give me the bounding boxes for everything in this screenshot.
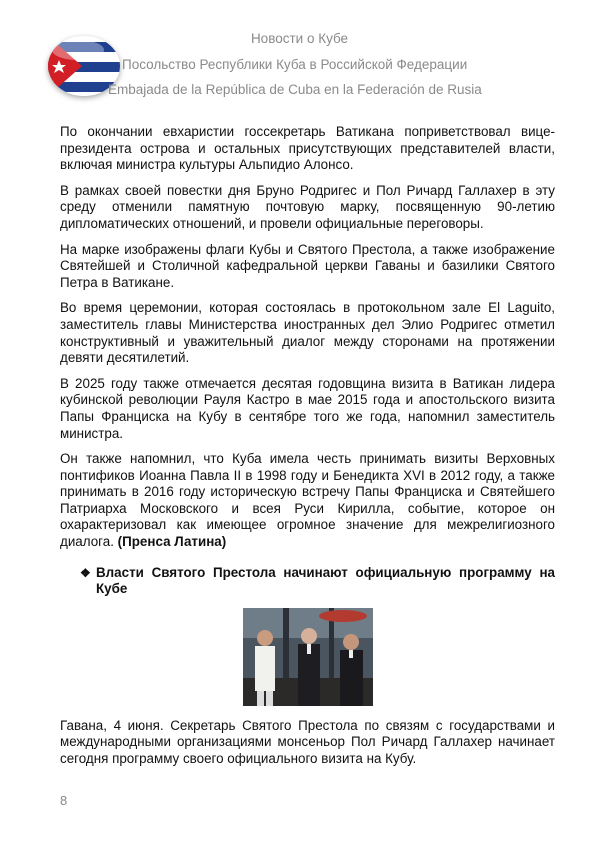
section-heading [80, 565, 555, 598]
header-embassy-ru: Посольство Республики Куба в Российской Федерации [122, 57, 468, 72]
header-embassy-es: Embajada de la República de Cuba en la Federación de Rusia [108, 82, 482, 97]
paragraph: Во время церемонии, которая состоялась в протокольном зале El Laguito, заместитель главы Министерства иностранных дел Элио Родригес отметил конструктивный и уважительный диалог между сторонами на протяжении девяти десятилетий. [60, 300, 555, 366]
page-number: 8 [60, 793, 68, 808]
paragraph: На марке изображены флаги Кубы и Святого Престола, а также изображение Святейшей и Столичной кафедральной церкви Гаваны и базилики Святого Петра в Ватикане. [60, 241, 555, 290]
news-photo [243, 608, 373, 706]
header-title: Новости о Кубе [250, 31, 349, 46]
paragraph: По окончании евхаристии госсекретарь Ватикана поприветствовал вице-президента острова и остальных присутствующих представителей власти, включая министра культуры Альпидио Алонсо. [60, 124, 555, 173]
paragraph-with-source [60, 451, 555, 551]
page-header [0, 0, 599, 110]
diamond-bullet-icon: ❖ [80, 565, 91, 580]
article-body [60, 124, 555, 777]
paragraph: В 2025 году также отмечается десятая годовщина визита в Ватикан лидера кубинской революции Рауля Кастро в мае 2015 года и апостольского визита Папы Франциска на Кубу в сентябре того же года, напомнил заместитель министра. [60, 375, 555, 441]
section-title: Власти Святого Престола начинают официальную программу на Кубе [96, 564, 555, 597]
source-credit: (Пренса Латина) [117, 534, 227, 550]
paragraph: В рамках своей повестки дня Бруно Родригес и Пол Ричард Галлахер в эту среду отменили памятную почтовую марку, посвященную 90-летию дипломатических отношений, и провели официальные переговоры. [60, 182, 555, 231]
section-paragraph: Гавана, 4 июня. Секретарь Святого Престола по связям с государствами и международными организациями монсеньор Пол Ричард Галлахер начинает сегодня программу своего официального визита на Кубу. [60, 717, 555, 767]
officials-photo-image [243, 608, 373, 706]
paragraph-text: Он также напомнил, что Куба имела честь принимать визиты Верховных понтификов Иоанна Павла II в 1998 году и Бенедикта XVI в 2012 году, а также принимать в 2016 году историческую встречу Папы Франциска и Святейшего Патриарха Московского и всея Руси Кирилла, событие, которое он охарактеризовал как имеющее огромное значение для межрелигиозного диалога. [60, 451, 555, 550]
